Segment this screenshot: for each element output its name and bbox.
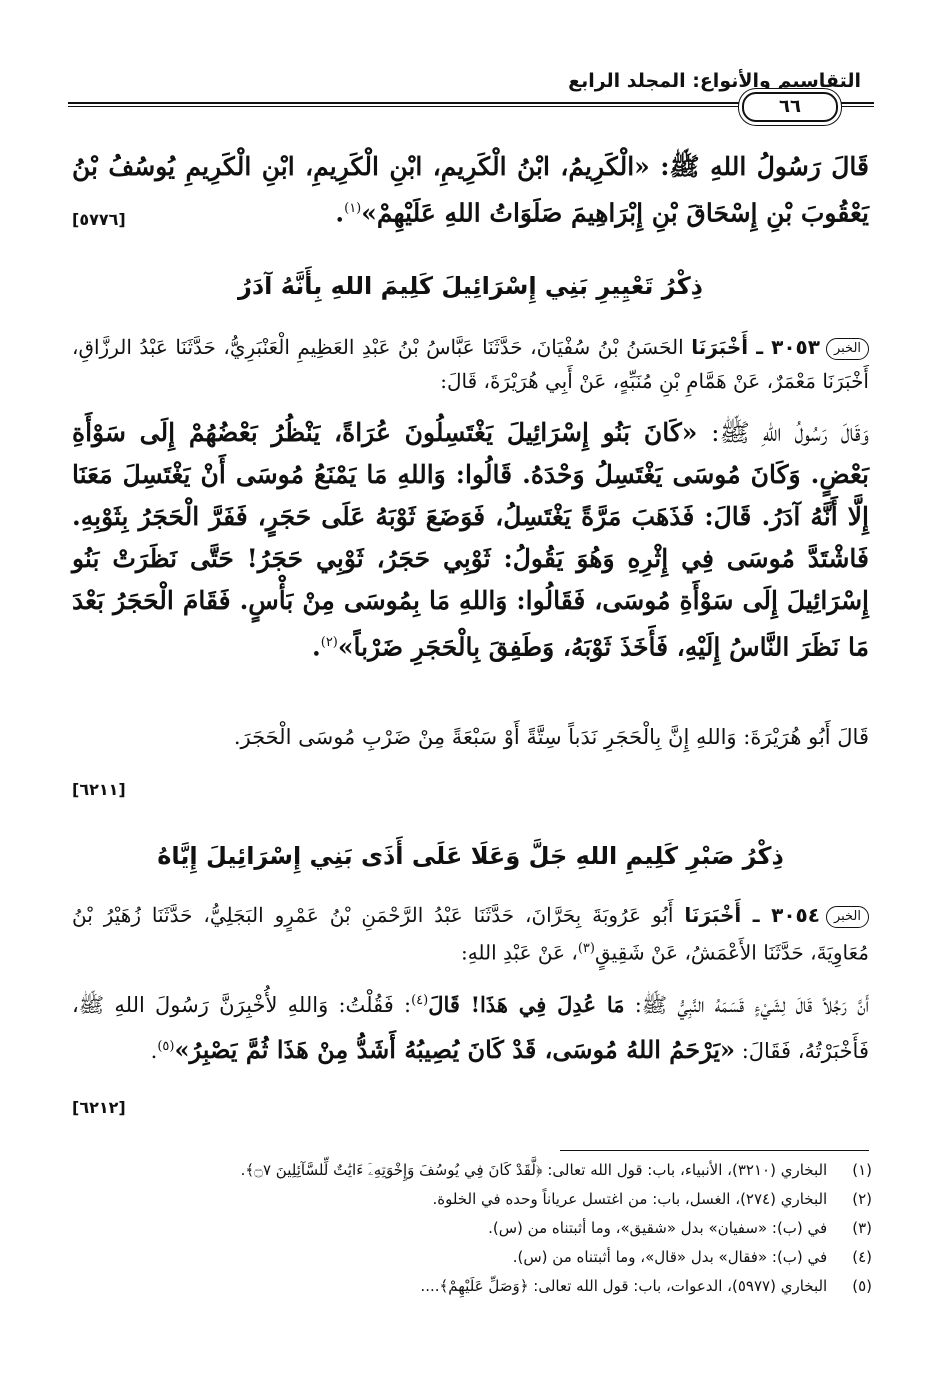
footnote-item [72,1243,872,1272]
section-heading-2: ذِكْرُ صَبْرِ كَلِيمِ اللهِ جَلَّ وَعَلَا عَلَى أَذَى بَنِي إِسْرَائِيلَ إِيَّاهُ [157,842,784,870]
footnotes [72,1156,872,1301]
footnote-number: (٥) [852,1277,872,1295]
matn-intro: وَقَالَ رَسُولُ اللهِ ﷺ: [711,418,869,447]
footnote-number: (٢) [852,1190,872,1208]
footnote-text: البخاري (٣٢١٠)، الأنبياء، باب: قول الله تعالى: ﴿لَّقَدْ كَانَ فِي يُوسُفَ وَإِخْوَتِهِۦٓ ءَايَٰتٌ لِّلسَّآئِلِينَ ۝٧﴾. [240,1161,828,1179]
footnote-ref-3: (٣) [577,941,595,956]
hadith-3054-isnad [72,898,869,970]
hadith-number: ٣٠٥٤ ـ أَخْبَرَنَا [684,903,820,927]
isnad-text: أَبُو عَرُوبَةَ بِحَرَّانَ، حَدَّثَنَا عَبْدُ الرَّحْمَنِ بْنُ عَمْرٍو البَجَلِيُّ، حَدَّثَنَا زُهَيْرُ بْنُ مُعَاوِيَةَ، حَدَّثَنَا الأَعْمَشُ، عَنْ شَقِيقٍ [72,903,869,965]
isnad-text: الحَسَنُ بْنُ سُفْيَانَ، حَدَّثَنَا عَبَّاسُ بْنُ عَبْدِ العَظِيمِ الْعَنْبَرِيُّ، حَدَّثَنَا عَبْدُ الرزَّاقِ، أَخْبَرَنَا مَعْمَرٌ، عَنْ هَمَّامِ بْنِ مُنَبِّهٍ، عَنْ أَبِي هُرَيْرَةَ، قَالَ: [72,335,869,393]
footnote-item [72,1156,872,1185]
matn-text: «كَانَ بَنُو إِسْرَائِيلَ يَغْتَسِلُونَ عُرَاةً، يَنْظُرُ بَعْضُهُمْ إِلَى سَوْأَةِ بَعْضٍ. وَكَانَ مُوسَى يَغْتَسِلُ وَحْدَهُ. قَالُوا: وَاللهِ مَا يَمْنَعُ مُوسَى أَنْ يَغْتَسِلَ مَعَنَا إِلَّا أَنَّهُ آدَرُ. قَالَ: فَذَهَبَ مَرَّةً يَغْتَسِلُ، فَوَضَعَ ثَوْبَهُ عَلَى حَجَرٍ، فَفَرَّ الْحَجَرُ بِثَوْبِهِ. فَاشْتَدَّ مُوسَى فِي إِثْرِهِ وَهُوَ يَقُولُ: ثَوْبِي حَجَرُ، ثَوْبِي حَجَرُ! حَتَّى نَظَرَتْ بَنُو إِسْرَائِيلَ إِلَى سَوْأَةِ مُوسَى، فَقَالُوا: وَاللهِ مَا بِمُوسَى مِنْ بَأْسٍ. فَقَامَ الْحَجَرُ بَعْدَ مَا نَظَرَ النَّاسُ إِلَيْهِ، فَأَخَذَ ثَوْبَهُ، وَطَفِقَ بِالْحَجَرِ ضَرْباً» [72,418,869,662]
hadith-5776-matn: قَالَ رَسُولُ اللهِ ﷺ: «الْكَرِيمُ، ابْنُ الْكَرِيمِ، ابْنِ الْكَرِيمِ، ابْنِ الْكَرِيمِ يُوسُفُ بْنُ يَعْقُوبَ بْنِ إِسْحَاقَ بْنِ إِبْرَاهِيمَ صَلَوَاتُ اللهِ عَلَيْهِمْ» [72,152,869,228]
hadith-ref-6211: [٦٢١١] [72,780,126,799]
footnote-item [72,1185,872,1214]
footnote-text: البخاري (٢٧٤)، الغسل، باب: من اغتسل عرياناً وحده في الخلوة. [432,1190,828,1208]
khabar-mark-icon: الخبر [826,338,869,360]
footnote-ref-5: (٥) [157,1039,175,1054]
hadith-3053-matn [72,412,869,668]
hadith-3053-isnad [72,330,869,398]
footnote-number: (٣) [852,1219,872,1237]
sentence-end: . [335,198,345,228]
matn-text: «يَرْحَمُ اللهُ مُوسَى، قَدْ كَانَ يُصِيبُهُ أَشَدُّ مِنْ هَذَا ثُمَّ يَصْبِرُ» [174,1035,736,1064]
footnote-text: البخاري (٥٩٧٧)، الدعوات، باب: قول الله تعالى: ﴿وَصَلِّ عَلَيْهِمْ﴾.... [420,1277,828,1295]
footnote-number: (١) [852,1161,872,1179]
sentence-end: . [150,1039,158,1063]
narration-text: أَنَّ رَجُلاً قَالَ لِشَيْءٍ قَسَمَهُ النَّبِيُّ ﷺ: [634,993,869,1017]
hadith-3054-text [72,980,869,1072]
narration-quote: مَا عُدِلَ فِي هَذَا! قَالَ [428,992,625,1017]
hadith-5776-text [72,146,869,234]
sentence-end: . [312,632,321,662]
page-number: ٦٦ [742,92,838,122]
isnad-text-end: ، عَنْ عَبْدِ اللهِ: [460,940,578,965]
hadith-ref-6212: [٦٢١٢] [72,1098,126,1117]
running-header-title: التقاسيم والأنواع: المجلد الرابع [568,70,861,92]
footnote-number: (٤) [852,1248,872,1266]
footnote-separator [560,1150,869,1151]
footnote-text: في (ب): «فقال» بدل «قال»، وما أثبتناه من (س). [512,1248,828,1266]
footnote-ref-4: (٤) [411,993,429,1008]
footnote-ref-2: (٢) [320,635,338,650]
footnote-item [72,1272,872,1301]
narration-text-2: : فَقُلْتُ: وَاللهِ لأُخْبِرَنَّ رَسُولَ اللهِ ﷺ، فَأَخْبَرْتُهُ، فَقَالَ: [72,993,869,1063]
section-heading-1: ذِكْرُ تَعْيِيرِ بَنِي إِسْرَائِيلَ كَلِيمَ اللهِ بِأَنَّهُ آدَرُ [238,272,703,300]
footnote-item [72,1214,872,1243]
hadith-ref-5776: [٥٧٧٦] [72,210,126,229]
khabar-mark-icon: الخبر [826,906,869,928]
hadith-3053-comment: قَالَ أَبُو هُرَيْرَةَ: وَاللهِ إِنَّ بِالْحَجَرِ نَدَباً سِتَّةً أَوْ سَبْعَةً مِنْ ضَرْبِ مُوسَى الْحَجَرَ. [233,725,869,749]
footnote-text: في (ب): «سفيان» بدل «شقيق»، وما أثبتناه من (س). [488,1219,828,1237]
footnote-ref-1: (١) [344,201,362,216]
hadith-number: ٣٠٥٣ ـ أَخْبَرَنَا [691,335,820,359]
